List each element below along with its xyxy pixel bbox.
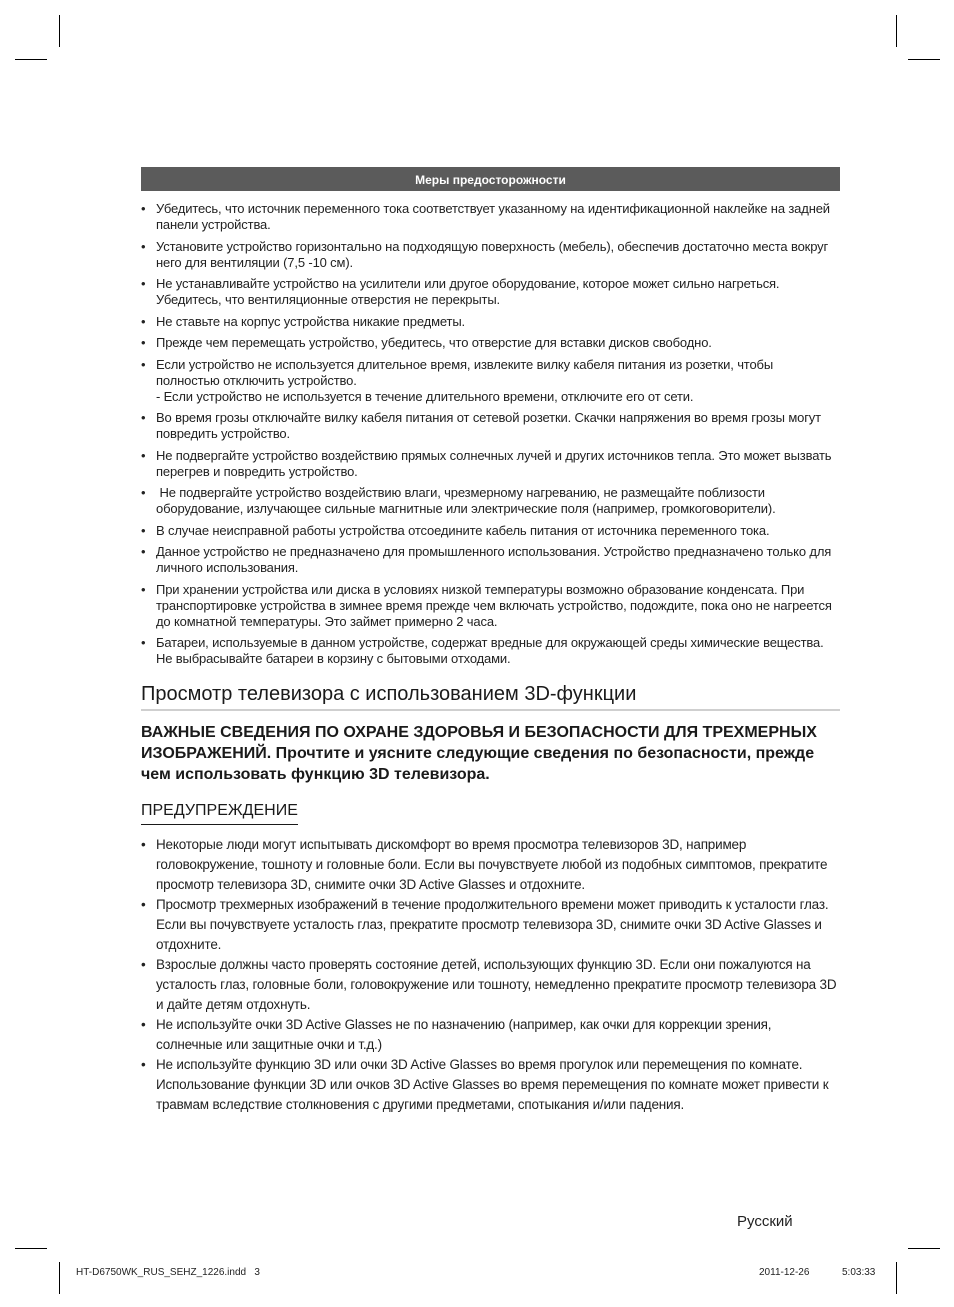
- list-item: • Не используйте функцию 3D или очки 3D Active Glasses во время прогулок или перемещения по комнате. Использование функции 3D или очков 3D Active Glasses во время перемещения по комнате может привести к травмам вследствие столкновения с другими предметами, спотыкания и/или падения.: [141, 1055, 840, 1115]
- crop-mark: [908, 1248, 940, 1249]
- crop-mark: [896, 1262, 897, 1294]
- list-item: • Не ставьте на корпус устройства никакие предметы.: [141, 314, 840, 330]
- list-item: • Данное устройство не предназначено для промышленного использования. Устройство предназначено только для личного использования.: [141, 544, 840, 576]
- page-content: [141, 167, 840, 1115]
- footer-date: 2011-12-26: [759, 1267, 810, 1278]
- list-item: • Установите устройство горизонтально на подходящую поверхность (мебель), обеспечив достаточно места вокруг него для вентиляции (7,5 -10 см).: [141, 239, 840, 271]
- list-item: • Не подвергайте устройство воздействию прямых солнечных лучей и других источников тепла. Это может вызвать перегрев и повредить устройство.: [141, 448, 840, 480]
- list-item: • Взрослые должны часто проверять состояние детей, использующих функцию 3D. Если они пожалуются на усталость глаз, головные боли, головокружение или тошноту, немедленно прекратите просмотр телевизора 3D и дайте детям отдохнуть.: [141, 955, 840, 1015]
- list-item: • Батареи, используемые в данном устройстве, содержат вредные для окружающей среды химические вещества. Не выбрасывайте батареи в корзину с бытовыми отходами.: [141, 635, 840, 667]
- list-item: • Некоторые люди могут испытывать дискомфорт во время просмотра телевизоров 3D, например головокружение, тошноту и головные боли. Если вы почувствуете любой из подобных симптомов, прекратите просмотр телевизора 3D, снимите очки 3D Active Glasses и отдохните.: [141, 835, 840, 895]
- list-item: • Просмотр трехмерных изображений в течение продолжительного времени может приводить к усталости глаз. Если вы почувствуете усталость глаз, прекратите просмотр телевизора 3D, снимите очки 3D Active Glasses и отдохните.: [141, 895, 840, 955]
- list-item: • В случае неисправной работы устройства отсоедините кабель питания от источника переменного тока.: [141, 523, 840, 539]
- safety-heading-rest: Прочтите и уясните следующие сведения по безопасности, прежде чем использовать функцию 3D телевизора.: [141, 745, 815, 783]
- precautions-list: [141, 201, 840, 667]
- crop-mark: [908, 59, 940, 60]
- list-item: • Не используйте очки 3D Active Glasses не по назначению (например, как очки для коррекции зрения, солнечные или защитные очки и т.д.): [141, 1015, 840, 1055]
- crop-mark: [15, 1248, 47, 1249]
- section-title-3d: Просмотр телевизора с использованием 3D-функции: [141, 681, 840, 711]
- footer-filename: HT-D6750WK_RUS_SEHZ_1226.indd 3: [76, 1267, 260, 1278]
- safety-heading-caps: ВАЖНЫЕ СВЕДЕНИЯ ПО ОХРАНЕ ЗДОРОВЬЯ И БЕЗОПАСНОСТИ ДЛЯ ТРЕХМЕРНЫХ ИЗОБРАЖЕНИЙ.: [141, 724, 817, 762]
- safety-heading: [141, 722, 840, 785]
- warning-title: ПРЕДУПРЕЖДЕНИЕ: [141, 801, 298, 825]
- footer-time: 5:03:33: [842, 1267, 876, 1278]
- list-item: • Прежде чем перемещать устройство, убедитесь, что отверстие для вставки дисков свободно.: [141, 335, 840, 351]
- list-item: • Не подвергайте устройство воздействию влаги, чрезмерному нагреванию, не размещайте поблизости оборудование, излучающее сильные магнитные или электрические поля (например, громкоговорители).: [141, 485, 840, 517]
- crop-mark: [59, 15, 60, 47]
- list-item: • Во время грозы отключайте вилку кабеля питания от сетевой розетки. Скачки напряжения во время грозы могут повредить устройство.: [141, 410, 840, 442]
- warning-list: [141, 835, 840, 1115]
- list-item: • Если устройство не используется длительное время, извлеките вилку кабеля питания из розетки, чтобы полностью отключить устройство. - Если устройство не используется в течение длительного времени, отключите его от сети.: [141, 357, 840, 405]
- crop-mark: [59, 1262, 60, 1294]
- crop-mark: [15, 59, 47, 60]
- list-item-note: - Если устройство не используется в течение длительного времени, отключите его от сети.: [156, 388, 694, 404]
- list-item: • Не устанавливайте устройство на усилители или другое оборудование, которое может сильно нагреться. Убедитесь, что вентиляционные отверстия не перекрыты.: [141, 276, 840, 308]
- language-label: Русский: [737, 1213, 793, 1230]
- crop-mark: [896, 15, 897, 47]
- list-item: • При хранении устройства или диска в условиях низкой температуры возможно образование конденсата. При транспортировке устройства в зимнее время прежде чем включать устройство, подождите, пока оно не нагреется до комнатной температуры. Это займет примерно 2 часа.: [141, 582, 840, 630]
- list-item: • Убедитесь, что источник переменного тока соответствует указанному на идентификационной наклейке на задней панели устройства.: [141, 201, 840, 233]
- precautions-header: Меры предосторожности: [141, 167, 840, 191]
